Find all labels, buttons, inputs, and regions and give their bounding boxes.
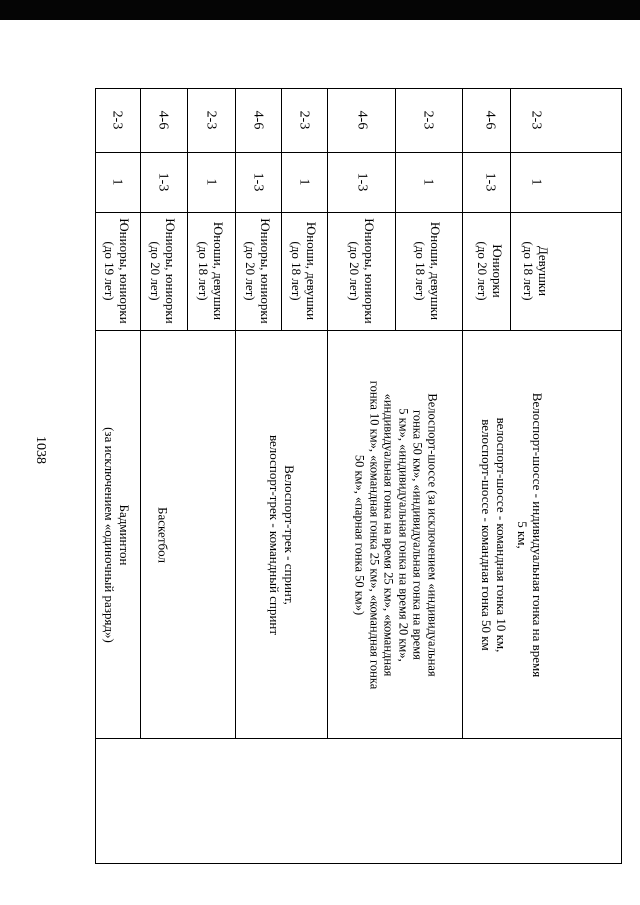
sport-name: Велоспорт-шоссе (за исключением «индивидуальная гонка 50 км», «индивидуальная гонка на время 5 км», «индивидуальная гонка на время 20 км», «индивидуальная гонка на время 25 км», «командная гонка 10 км», «командная гонка 25 км», «командная гонка 50 км», «парная гонка 50 км») [353, 380, 440, 690]
sport-name: Бадминтон (за исключением «одиночный разряд») [102, 427, 132, 643]
rank-cell: 4-6 [250, 110, 266, 130]
sport-name: Велоспорт-трек - спринт, велоспорт-трек - командный спринт [267, 434, 297, 636]
column-divider [95, 212, 622, 213]
rank-cell: 1-3 [155, 172, 171, 192]
rank-cell: 1 [203, 178, 219, 186]
rank-cell: 4-6 [155, 110, 171, 130]
age-group: Юниоры, юниорки (до 19 лет) [102, 218, 132, 324]
rank-cell: 1 [296, 178, 312, 186]
rank-cell: 2-3 [109, 110, 125, 130]
rank-cell: 1-3 [482, 172, 498, 192]
page-number: 1038 [33, 436, 48, 464]
row-divider [462, 88, 463, 738]
row-divider [395, 88, 396, 330]
column-divider [95, 88, 96, 864]
rank-cell: 2-3 [296, 110, 312, 130]
age-group: Юноши, девушки (до 18 лет) [289, 221, 319, 321]
age-group: Девушки (до 18 лет) [521, 241, 551, 301]
column-divider [95, 88, 622, 89]
rank-cell: 1 [528, 178, 544, 186]
row-divider [140, 88, 141, 738]
rank-cell: 1 [420, 178, 436, 186]
age-group: Юноши, девушки (до 18 лет) [413, 221, 443, 321]
rank-cell: 2-3 [528, 110, 544, 130]
rank-cell: 1-3 [250, 172, 266, 192]
rank-cell: 1-3 [354, 172, 370, 192]
age-group: Юниоры, юниорки (до 20 лет) [347, 218, 377, 324]
top-scan-bar [0, 0, 640, 20]
rank-cell: 4-6 [354, 110, 370, 130]
column-divider [95, 330, 622, 331]
rank-cell: 1 [109, 178, 125, 186]
row-divider [281, 88, 282, 330]
rank-cell: 2-3 [203, 110, 219, 130]
age-group: Юниоры, юниорки (до 20 лет) [148, 218, 178, 324]
sport-name: Велоспорт-шоссе - индивидуальная гонка на время 5 км, велоспорт-шоссе - командная гонка 10 км, велоспорт-шоссе - командная гонка 50 км [479, 392, 545, 678]
row-divider [235, 88, 236, 738]
column-divider [95, 738, 622, 739]
age-group: Юноши, девушки (до 18 лет) [196, 221, 226, 321]
row-divider [327, 88, 328, 738]
age-group: Юниорки (до 20 лет) [475, 241, 505, 301]
rank-cell: 4-6 [482, 110, 498, 130]
age-group: Юниоры, юниорки (до 20 лет) [243, 218, 273, 324]
row-divider [510, 88, 511, 330]
rank-cell: 2-3 [420, 110, 436, 130]
sport-name: Баскетбол [155, 507, 171, 563]
column-divider [95, 152, 622, 153]
row-divider [187, 88, 188, 330]
